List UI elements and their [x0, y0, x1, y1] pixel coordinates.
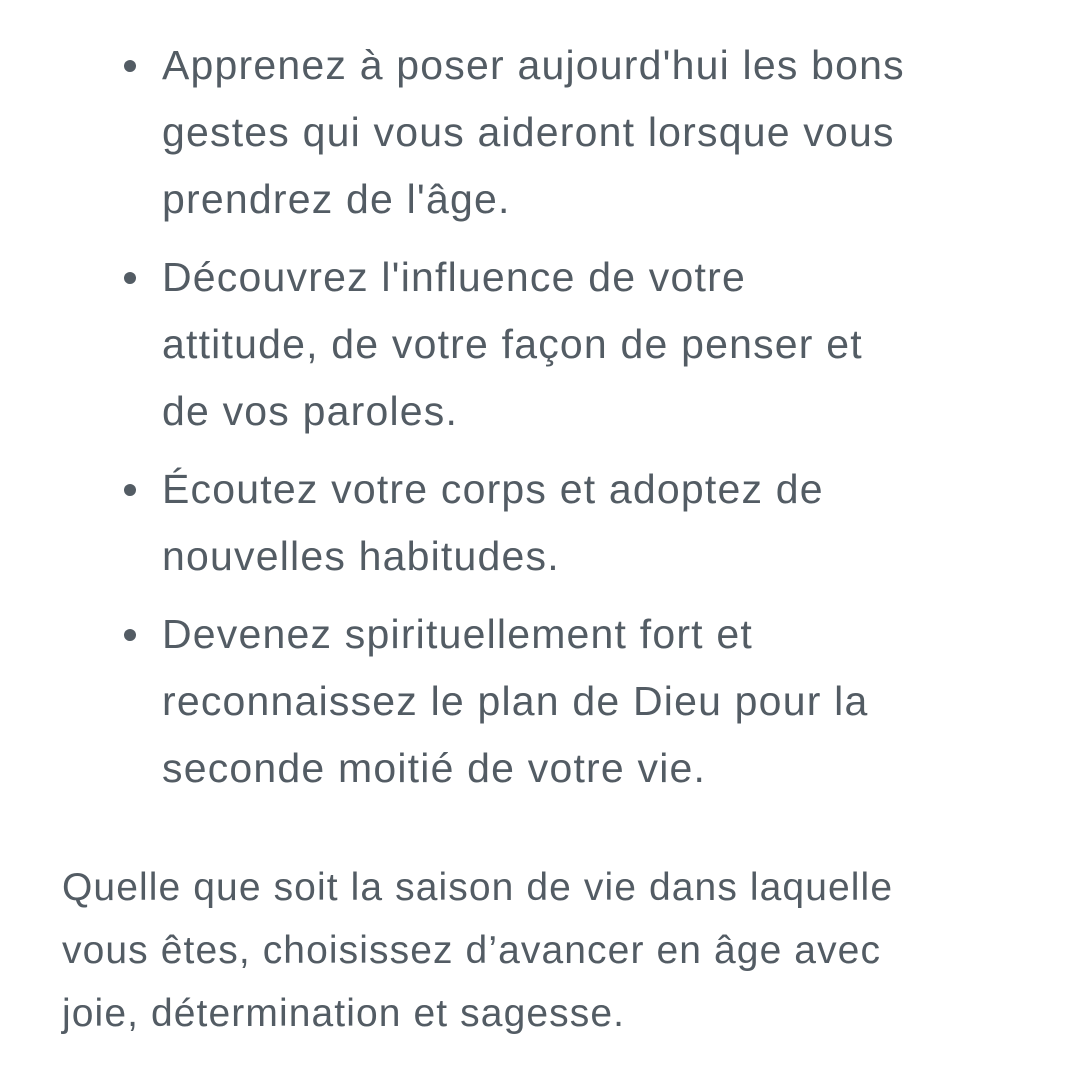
- benefits-bullet-list: [0, 32, 1080, 813]
- bullet-item-spiritually-strong: [0, 601, 1080, 802]
- bullet-text-line: attitude, de votre façon de penser et: [162, 321, 863, 367]
- bullet-dot-icon: [124, 272, 136, 284]
- bullet-item-discover-influence: [0, 244, 1080, 445]
- bullet-text-line: Découvrez l'influence de votre: [162, 254, 746, 300]
- paragraph-text-line: Quelle que soit la saison de vie dans laquelle: [62, 866, 894, 909]
- bullet-text-line: Apprenez à poser aujourd'hui les bons: [162, 42, 905, 88]
- bullet-text-line: Devenez spirituellement fort et: [162, 611, 753, 657]
- bullet-dot-icon: [124, 629, 136, 641]
- bullet-item-listen-body: [0, 456, 1080, 590]
- bullet-text-line: Écoutez votre corps et adoptez de: [162, 466, 824, 512]
- bullet-dot-icon: [124, 60, 136, 72]
- paragraph-text-line: joie, détermination et sagesse.: [62, 992, 626, 1035]
- bullet-text-line: gestes qui vous aideront lorsque vous: [162, 109, 895, 155]
- bullet-text-line: nouvelles habitudes.: [162, 533, 560, 579]
- paragraph-text-line: vous êtes, choisissez d’avancer en âge avec: [62, 929, 882, 972]
- bullet-text-line: seconde moitié de votre vie.: [162, 745, 707, 791]
- bullet-text-line: de vos paroles.: [162, 388, 459, 434]
- bullet-text-line: prendrez de l'âge.: [162, 176, 511, 222]
- bullet-text-line: reconnaissez le plan de Dieu pour la: [162, 678, 869, 724]
- bullet-dot-icon: [124, 484, 136, 496]
- closing-paragraph: [62, 856, 893, 1045]
- bullet-item-learn-gestures: [0, 32, 1080, 233]
